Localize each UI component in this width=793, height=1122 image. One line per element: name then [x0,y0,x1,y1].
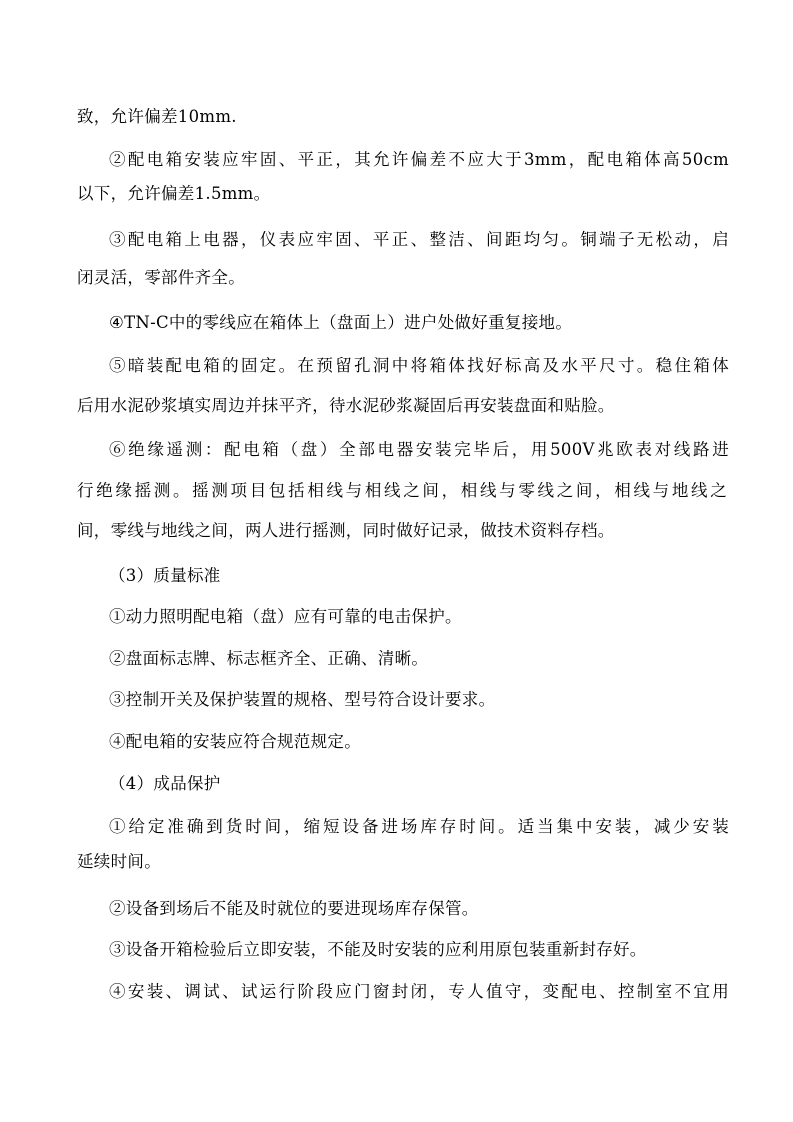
text-line: ②盘面标志牌、标志框齐全、正确、清晰。 [109,649,429,668]
text-line: 以下，允许偏差1.5mm。 [77,184,271,203]
text-line: 闭灵活，零部件齐全。 [77,268,245,287]
text-line: ④安装、调试、试运行阶段应门窗封闭，专人值守，变配电、控制室不宜用 [109,982,729,1001]
text-line: 间，零线与地线之间，两人进行摇测，同时做好记录，做技术资料存档。 [77,521,615,540]
section-heading: （3）质量标准 [109,566,221,585]
text-line: ④TN-C中的零线应在箱体上（盘面上）进户处做好重复接地。 [109,313,573,332]
text-line: 延续时间。 [77,852,161,871]
text-line: 致，允许偏差10mm. [77,107,237,126]
text-line: ③配电箱上电器，仪表应牢固、平正、整洁、间距均匀。铜端子无松动，启 [109,230,729,249]
text-line: 后用水泥砂浆填实周边并抹平齐，待水泥砂浆凝固后再安装盘面和贴脸。 [77,396,615,415]
text-line: ③控制开关及保护装置的规格、型号符合设计要求。 [109,690,496,709]
section-heading: （4）成品保护 [109,774,221,793]
text-line: ⑥绝缘遥测：配电箱（盘）全部电器安装完毕后，用500V兆欧表对线路进 [109,440,729,459]
text-line: 行绝缘摇测。摇测项目包括相线与相线之间，相线与零线之间，相线与地线之 [77,481,727,500]
text-line: ④配电箱的安装应符合规范规定。 [109,732,361,751]
text-line: ①给定准确到货时间，缩短设备进场库存时间。适当集中安装，减少安装 [109,817,729,836]
text-line: ③设备开箱检验后立即安装，不能及时安装的应利用原包装重新封存好。 [109,940,647,959]
text-line: ②设备到场后不能及时就位的要进现场库存保管。 [109,899,479,918]
text-line: ②配电箱安装应牢固、平正，其允许偏差不应大于3mm，配电箱体高50cm [109,150,729,169]
text-line: ①动力照明配电箱（盘）应有可靠的电击保护。 [109,607,462,626]
text-line: ⑤暗装配电箱的固定。在预留孔洞中将箱体找好标高及水平尺寸。稳住箱体 [109,356,729,375]
